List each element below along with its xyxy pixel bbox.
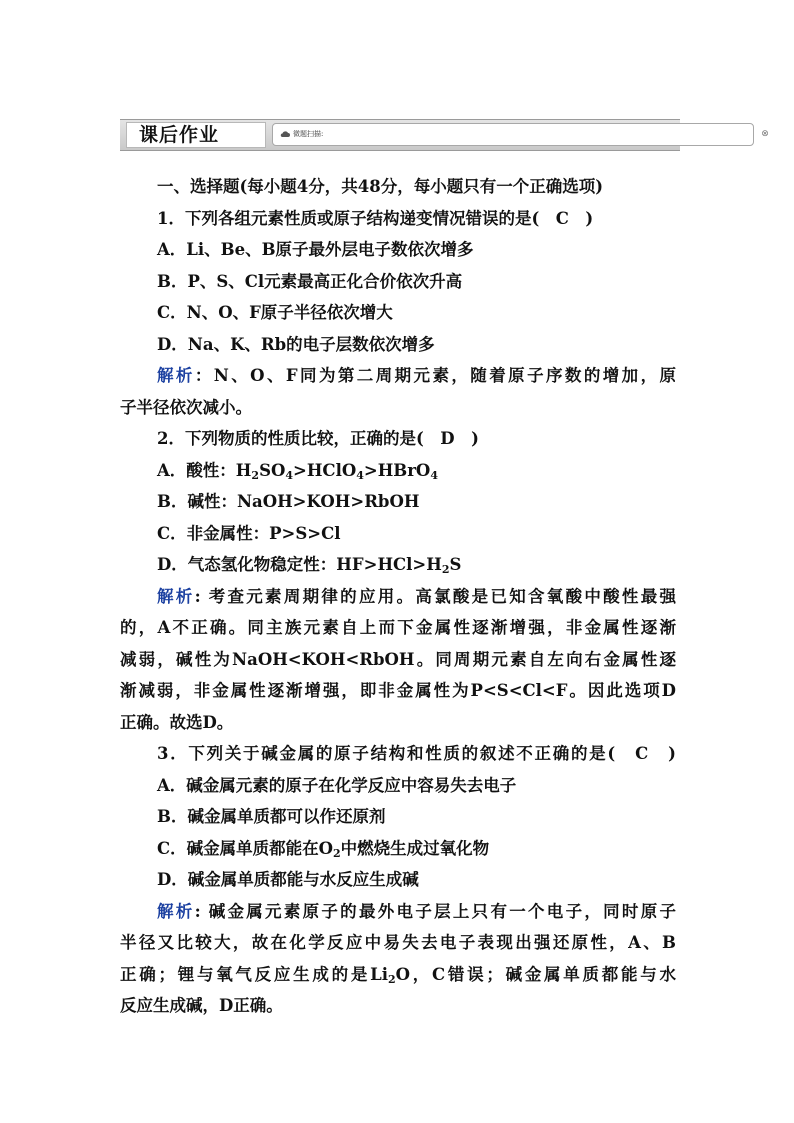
q2-analysis-line-5: 正确。故选D。 [120,712,234,732]
q1-stem: 1．下列各组元素性质或原子结构递变情况错误的是( C ) [157,208,594,228]
q3-analysis-label: 解析 [157,901,195,921]
q1-option-b: B．P、S、Cl元素最高正化合价依次升高 [157,271,463,291]
q3-option-b: B．碱金属单质都可以作还原剂 [157,807,386,826]
q2-option-d: D．气态氢化物稳定性：$HF>HCl>H_2S$ [157,555,462,576]
q3-analysis-line-4: 反应生成碱，D正确。 [120,996,283,1015]
q2-analysis-line-4: 渐减弱，非金属性逐渐增强，即非金属性为P<S<Cl<F。因此选项D [120,681,676,700]
q1-option-d: D．Na、K、Rb的电子层数依次增多 [157,334,435,354]
q3-analysis-line-1 [120,896,676,928]
q2-analysis-line-2: 的，A不正确。同主族元素自上而下金属性逐渐增强，非金属性逐渐 [120,618,676,637]
q1-analysis-text: ：N、O、F同为第二周期元素，随着原子序数的增加，原 [194,366,677,385]
q2-stem: 2．下列物质的性质比较，正确的是( D ) [157,429,479,448]
scan-field-label: 微题扫描: [293,130,324,138]
q3-analysis-line-2: 半径又比较大，故在化学反应中易失去电子表现出强还原性，A、B [120,933,676,952]
q3-option-c: C．碱金属单质都能在$O_2$中燃烧生成过氧化物 [157,838,490,860]
q2-option-c: C．非金属性：P>S>Cl [157,523,341,543]
q3-analysis-text: : 碱金属元素原子的最外电子层上只有一个电子，同时原子 [194,901,677,921]
q2-analysis-text: : 考查元素周期律的应用。高氯酸是已知含氧酸中酸性最强 [194,586,677,606]
q2-analysis-line-1 [120,581,676,613]
cloud-icon [280,130,290,138]
q3-option-a: A．碱金属元素的原子在化学反应中容易失去电子 [157,775,517,795]
q1-option-c: C．N、O、F原子半径依次增大 [157,303,393,322]
question-content [120,171,676,1022]
section-heading: 一、选择题(每小题4分，共48分，每小题只有一个正确选项) [157,177,604,196]
q1-option-a: A．Li、Be、B原子最外层电子数依次增多 [157,240,474,259]
q3-option-d: D．碱金属单质都能与水反应生成碱 [157,870,419,889]
page-title: 课后作业 [126,122,266,148]
q2-analysis-line-3: 减弱，碱性为NaOH<KOH<RbOH。同周期元素自左向右金属性逐 [120,649,676,669]
q3-analysis-line-3: 正确；锂与氧气反应生成的是$Li_2O$，C错误；碱金属单质都能与水 [120,964,676,986]
q2-option-a: A．酸性：$H_2SO_4>HClO_4>HBrO_4$ [157,460,438,482]
q3-stem: 3．下列关于碱金属的原子结构和性质的叙述不正确的是( C ) [157,744,676,763]
q2-option-b: B．碱性：NaOH>KOH>RbOH [157,492,420,511]
q1-analysis-label: 解析 [157,366,195,385]
q1-analysis-line-1 [120,360,676,392]
scan-field[interactable] [272,123,754,146]
header-banner [120,119,769,151]
close-icon[interactable]: ⊗ [761,129,769,139]
q2-analysis-label: 解析 [157,586,195,606]
q1-analysis-line-2: 子半径依次减小。 [120,397,252,417]
